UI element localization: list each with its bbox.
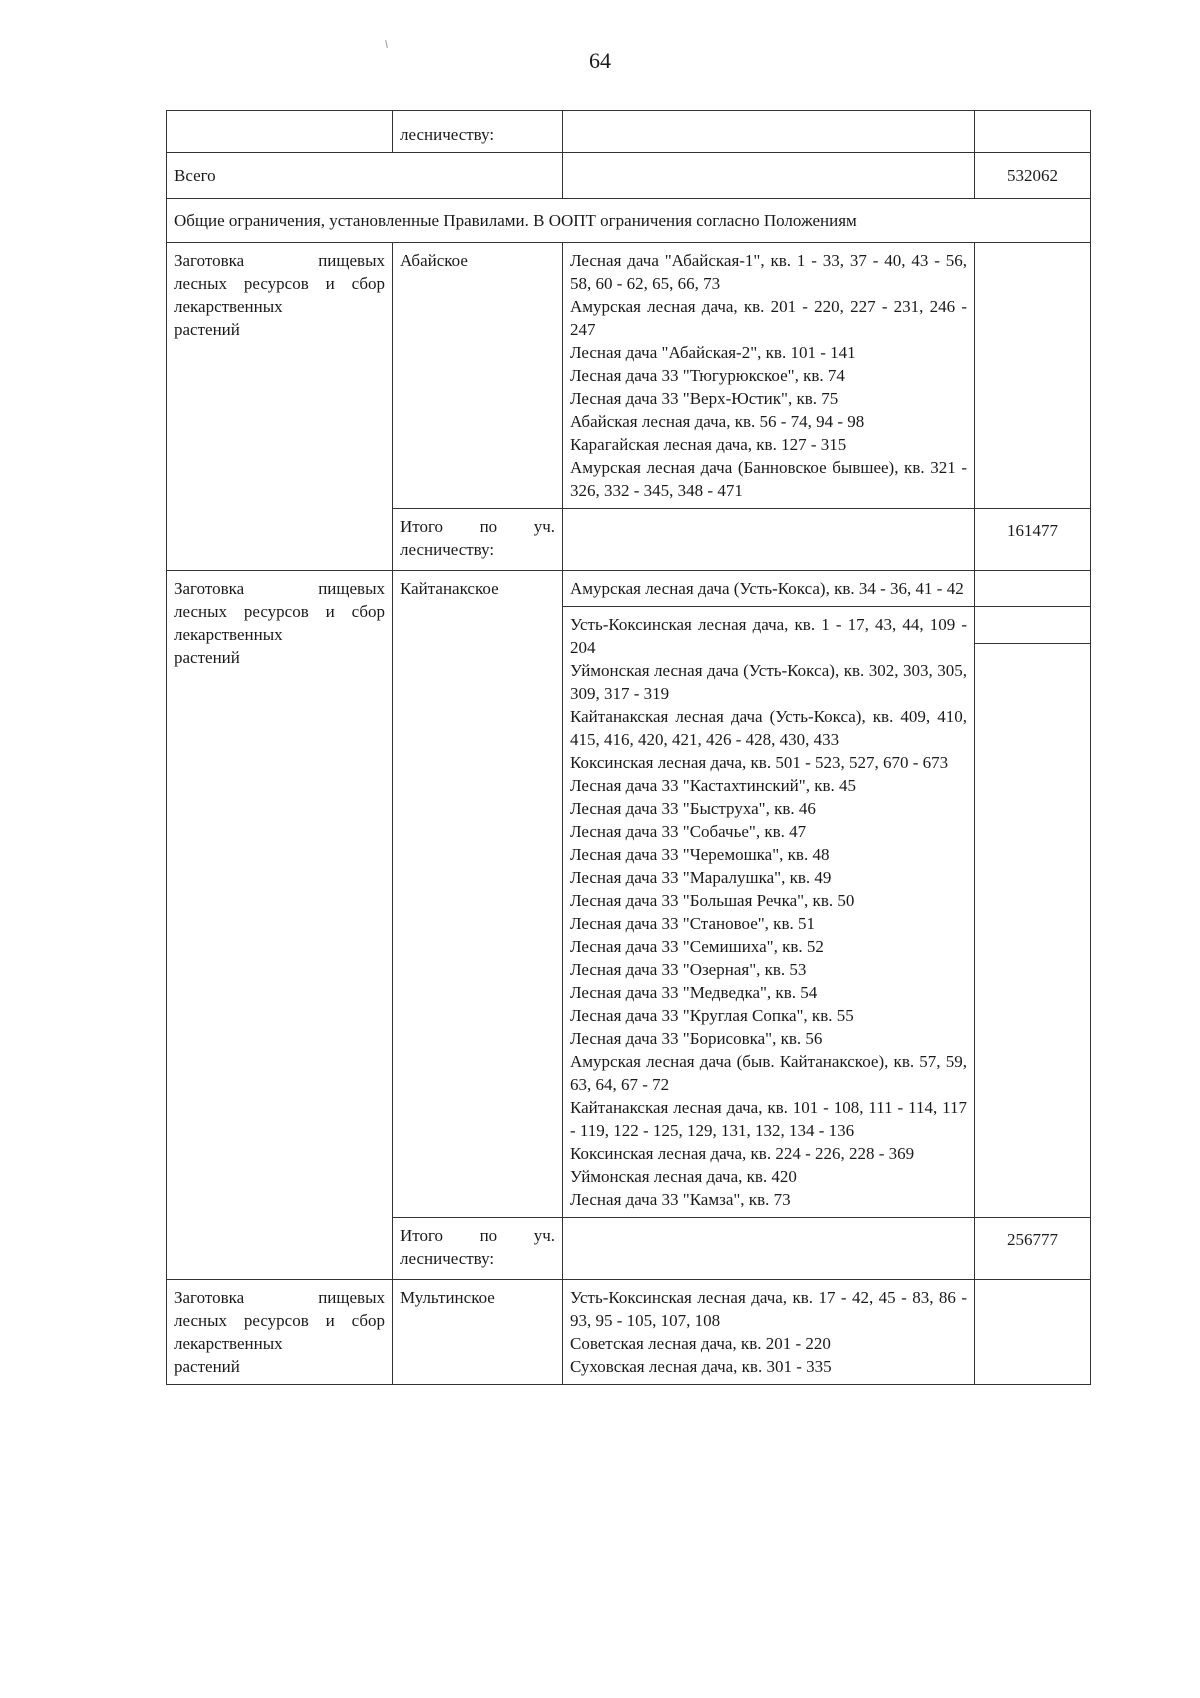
activity-line: лекарственных bbox=[174, 1334, 283, 1353]
forestry-name: Мультинское bbox=[393, 1280, 563, 1385]
entry-line: Абайская лесная дача, кв. 56 - 74, 94 - 98 bbox=[570, 412, 865, 431]
subtotal-value: 256777 bbox=[975, 1218, 1091, 1280]
entry-line: Кайтанакская лесная дача (Усть-Кокса), кв. 409, 410, 415, 416, 420, 421, 426 - 428, 430, 433 bbox=[570, 707, 967, 749]
subtotal-label: Итого по уч. лесничеству: bbox=[393, 509, 563, 571]
entry-line: Усть-Коксинская лесная дача, кв. 1 - 17, 43, 44, 109 - 204 bbox=[570, 615, 967, 657]
entry-line: Лесная дача "Абайская-1", кв. 1 - 33, 37 - 40, 43 - 56, 58, 60 - 62, 65, 66, 73 bbox=[570, 251, 967, 293]
entry-line: Усть-Коксинская лесная дача, кв. 17 - 42, 45 - 83, 86 - 93, 95 - 105, 107, 108 bbox=[570, 1288, 967, 1330]
entry-line: Амурская лесная дача, кв. 201 - 220, 227 - 231, 246 - 247 bbox=[570, 297, 967, 339]
page-number: 64 bbox=[589, 48, 611, 73]
activity-line: лекарственных bbox=[174, 625, 283, 644]
activity-line: Заготовка пищевых bbox=[174, 1288, 385, 1307]
subtotal-value: 161477 bbox=[975, 509, 1091, 571]
entries-cell bbox=[563, 243, 975, 509]
activity-line: лесных ресурсов и сбор bbox=[174, 274, 385, 293]
entry-line: Амурская лесная дача (быв. Кайтанакское), кв. 57, 59, 63, 64, 67 - 72 bbox=[570, 1052, 967, 1094]
entry-line: Лесная дача 33 "Круглая Сопка", кв. 55 bbox=[570, 1006, 854, 1025]
entry-line: Лесная дача 33 "Собачье", кв. 47 bbox=[570, 822, 807, 841]
activity-line: лекарственных bbox=[174, 297, 283, 316]
activity-cell bbox=[167, 1280, 393, 1385]
group-row-kaitanak-first bbox=[167, 571, 1091, 607]
entry-line: Лесная дача 33 "Быструха", кв. 46 bbox=[570, 799, 816, 818]
subtotal-label: Итого по уч. лесничеству: bbox=[393, 1218, 563, 1280]
entry-line: Лесная дача 33 "Медведка", кв. 54 bbox=[570, 983, 818, 1002]
activity-line: лесных ресурсов и сбор bbox=[174, 1311, 385, 1330]
entry-line: Амурская лесная дача (Банновское бывшее), кв. 321 - 326, 332 - 345, 348 - 471 bbox=[570, 458, 967, 500]
entry-line: Уймонская лесная дача (Усть-Кокса), кв. 302, 303, 305, 309, 317 - 319 bbox=[570, 661, 967, 703]
entry-line: Лесная дача 33 "Озерная", кв. 53 bbox=[570, 960, 807, 979]
value-split-cell bbox=[975, 607, 1091, 1218]
forestry-name: Кайтанакское bbox=[393, 571, 563, 1218]
activity-line: растений bbox=[174, 320, 240, 339]
activity-cell bbox=[167, 571, 393, 1280]
subtotal-empty bbox=[563, 1218, 975, 1280]
top-row-activity bbox=[167, 111, 393, 153]
total-value: 532062 bbox=[975, 153, 1091, 199]
entry-line: Лесная дача 33 "Семишиха", кв. 52 bbox=[570, 937, 824, 956]
note-text: Общие ограничения, установленные Правилами. В ООПТ ограничения согласно Положениям bbox=[167, 199, 1091, 243]
entry-line: Уймонская лесная дача, кв. 420 bbox=[570, 1167, 797, 1186]
activity-line: лесных ресурсов и сбор bbox=[174, 602, 385, 621]
entry-line: Лесная дача 33 "Верх-Юстик", кв. 75 bbox=[570, 389, 839, 408]
group-row-multa bbox=[167, 1280, 1091, 1385]
entries-cell bbox=[563, 607, 975, 1218]
activity-line: Заготовка пищевых bbox=[174, 251, 385, 270]
activity-cell bbox=[167, 243, 393, 571]
entry-line: Лесная дача 33 "Черемошка", кв. 48 bbox=[570, 845, 830, 864]
entry-line: Советская лесная дача, кв. 201 - 220 bbox=[570, 1334, 831, 1353]
group-row-abai bbox=[167, 243, 1091, 509]
entry-line: Карагайская лесная дача, кв. 127 - 315 bbox=[570, 435, 847, 454]
top-row-forestry: лесничеству: bbox=[393, 111, 563, 153]
total-empty bbox=[563, 153, 975, 199]
top-row-entries bbox=[563, 111, 975, 153]
entry-line: Коксинская лесная дача, кв. 224 - 226, 228 - 369 bbox=[570, 1144, 915, 1163]
entry-line: Лесная дача 33 "Тюгурюкское", кв. 74 bbox=[570, 366, 845, 385]
total-row bbox=[167, 153, 1091, 199]
value-empty bbox=[975, 243, 1091, 509]
top-row bbox=[167, 111, 1091, 153]
stray-mark bbox=[385, 40, 388, 48]
value-empty bbox=[975, 1280, 1091, 1385]
top-row-value bbox=[975, 111, 1091, 153]
forestry-name: Абайское bbox=[393, 243, 563, 509]
restrictions-table bbox=[166, 110, 1091, 1385]
entry-line: Лесная дача 33 "Маралушка", кв. 49 bbox=[570, 868, 832, 887]
note-row bbox=[167, 199, 1091, 243]
entry-line: Кайтанакская лесная дача, кв. 101 - 108, 111 - 114, 117 - 119, 122 - 125, 129, 131, 132, 134 - 136 bbox=[570, 1098, 967, 1140]
entries-cell bbox=[563, 1280, 975, 1385]
subtotal-empty bbox=[563, 509, 975, 571]
entry-line: Лесная дача 33 "Кастахтинский", кв. 45 bbox=[570, 776, 857, 795]
activity-line: растений bbox=[174, 648, 240, 667]
entries-cell-first: Амурская лесная дача (Усть-Кокса), кв. 34 - 36, 41 - 42 bbox=[563, 571, 975, 607]
entry-line: Лесная дача 33 "Камза", кв. 73 bbox=[570, 1190, 791, 1209]
entry-line: Лесная дача 33 "Большая Речка", кв. 50 bbox=[570, 891, 855, 910]
value-empty bbox=[975, 571, 1091, 607]
entry-line: Лесная дача "Абайская-2", кв. 101 - 141 bbox=[570, 343, 856, 362]
activity-line: Заготовка пищевых bbox=[174, 579, 385, 598]
entry-line: Суховская лесная дача, кв. 301 - 335 bbox=[570, 1357, 832, 1376]
entry-line: Лесная дача 33 "Борисовка", кв. 56 bbox=[570, 1029, 823, 1048]
total-label: Всего bbox=[167, 153, 563, 199]
entry-line: Коксинская лесная дача, кв. 501 - 523, 527, 670 - 673 bbox=[570, 753, 949, 772]
entry-line: Лесная дача 33 "Становое", кв. 51 bbox=[570, 914, 815, 933]
activity-line: растений bbox=[174, 1357, 240, 1376]
value-split-top bbox=[975, 607, 1090, 644]
